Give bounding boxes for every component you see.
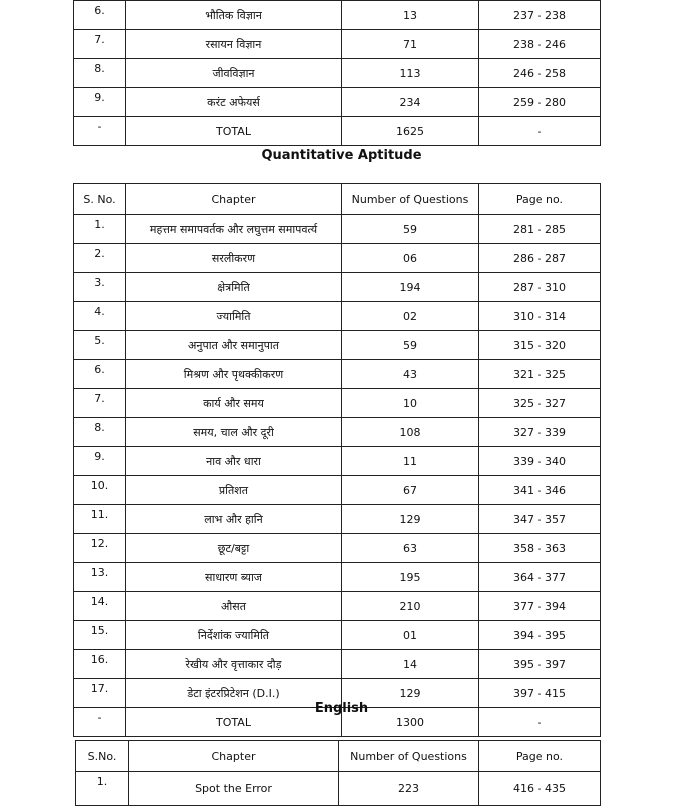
questions-cell: 59: [342, 331, 479, 360]
page-range-cell: 394 - 395: [479, 621, 601, 650]
serial-number-cell: 14.: [74, 592, 126, 621]
quant-table-body: [74, 215, 601, 737]
quant-table: [73, 183, 601, 737]
serial-number-cell: 6.: [74, 360, 126, 389]
chapter-cell: TOTAL: [126, 117, 342, 146]
questions-cell: 14: [342, 650, 479, 679]
page-range-cell: 287 - 310: [479, 273, 601, 302]
serial-number-cell: 11.: [74, 505, 126, 534]
chapter-cell: भौतिक विज्ञान: [126, 1, 342, 30]
questions-cell: 195: [342, 563, 479, 592]
questions-cell: 71: [342, 30, 479, 59]
chapter-cell: क्षेत्रमिति: [126, 273, 342, 302]
questions-cell: 06: [342, 244, 479, 273]
serial-number-cell: 7.: [74, 389, 126, 418]
page-range-cell: 281 - 285: [479, 215, 601, 244]
table-row: [74, 418, 601, 447]
chapter-cell: छूट/बट्टा: [126, 534, 342, 563]
chapter-cell: अनुपात और समानुपात: [126, 331, 342, 360]
page-range-cell: 347 - 357: [479, 505, 601, 534]
serial-number-cell: 15.: [74, 621, 126, 650]
header-chapter: Chapter: [129, 741, 339, 772]
table-row: [74, 302, 601, 331]
page-range-cell: 358 - 363: [479, 534, 601, 563]
page-range-cell: 310 - 314: [479, 302, 601, 331]
chapter-cell: सरलीकरण: [126, 244, 342, 273]
chapter-cell: डेटा इंटरप्रिटेशन (D.I.): [126, 679, 342, 708]
questions-cell: 10: [342, 389, 479, 418]
chapter-cell: करंट अफेयर्स: [126, 88, 342, 117]
table-row: [74, 476, 601, 505]
questions-cell: 108: [342, 418, 479, 447]
serial-number-cell: -: [74, 708, 126, 737]
page-range-cell: 341 - 346: [479, 476, 601, 505]
serial-number-cell: 17.: [74, 679, 126, 708]
page-range-cell: 395 - 397: [479, 650, 601, 679]
chapter-cell: कार्य और समय: [126, 389, 342, 418]
serial-number-cell: 8.: [74, 418, 126, 447]
science-table-body: [74, 1, 601, 146]
serial-number-cell: 13.: [74, 563, 126, 592]
questions-cell: 02: [342, 302, 479, 331]
table-row: [74, 592, 601, 621]
table-row: [74, 389, 601, 418]
serial-number-cell: 10.: [74, 476, 126, 505]
page-range-cell: 364 - 377: [479, 563, 601, 592]
table-row: [74, 650, 601, 679]
table-row: [74, 534, 601, 563]
page-range-cell: 246 - 258: [479, 59, 601, 88]
questions-cell: 43: [342, 360, 479, 389]
questions-cell: 210: [342, 592, 479, 621]
table-row: [74, 505, 601, 534]
chapter-cell: TOTAL: [126, 708, 342, 737]
serial-number-cell: 1.: [76, 772, 129, 806]
science-table: [73, 0, 601, 146]
chapter-cell: Spot the Error: [129, 772, 339, 806]
table-row: [74, 1, 601, 30]
serial-number-cell: 16.: [74, 650, 126, 679]
english-section-title: English: [314, 701, 369, 716]
page-range-cell: 377 - 394: [479, 592, 601, 621]
quant-header-row: [74, 184, 601, 215]
quant-section-title: Quantitative Aptitude: [261, 148, 422, 163]
table-row: [74, 30, 601, 59]
table-row: [74, 88, 601, 117]
header-questions: Number of Questions: [342, 184, 479, 215]
chapter-cell: औसत: [126, 592, 342, 621]
questions-cell: 113: [342, 59, 479, 88]
questions-cell: 223: [339, 772, 479, 806]
page-range-cell: 416 - 435: [479, 772, 601, 806]
page-range-cell: 259 - 280: [479, 88, 601, 117]
table-row: [74, 273, 601, 302]
questions-cell: 234: [342, 88, 479, 117]
english-table-body: [76, 772, 601, 806]
english-table: [75, 740, 601, 806]
page-range-cell: 237 - 238: [479, 1, 601, 30]
serial-number-cell: 3.: [74, 273, 126, 302]
page-range-cell: 286 - 287: [479, 244, 601, 273]
chapter-cell: रेखीय और वृत्ताकार दौड़: [126, 650, 342, 679]
header-chapter: Chapter: [126, 184, 342, 215]
page-range-cell: 321 - 325: [479, 360, 601, 389]
questions-cell: 1300: [342, 708, 479, 737]
questions-cell: 59: [342, 215, 479, 244]
chapter-cell: साधारण ब्याज: [126, 563, 342, 592]
chapter-cell: निर्देशांक ज्यामिति: [126, 621, 342, 650]
page-range-cell: -: [479, 708, 601, 737]
chapter-cell: प्रतिशत: [126, 476, 342, 505]
page-range-cell: -: [479, 117, 601, 146]
chapter-cell: ज्यामिति: [126, 302, 342, 331]
serial-number-cell: 8.: [74, 59, 126, 88]
header-questions: Number of Questions: [339, 741, 479, 772]
table-row: [74, 563, 601, 592]
english-header-row: [76, 741, 601, 772]
page-range-cell: 325 - 327: [479, 389, 601, 418]
page-range-cell: 238 - 246: [479, 30, 601, 59]
page-range-cell: 327 - 339: [479, 418, 601, 447]
serial-number-cell: 12.: [74, 534, 126, 563]
header-pages: Page no.: [479, 184, 601, 215]
table-row: [76, 772, 601, 806]
chapter-cell: रसायन विज्ञान: [126, 30, 342, 59]
table-row: [74, 360, 601, 389]
serial-number-cell: 6.: [74, 1, 126, 30]
serial-number-cell: 5.: [74, 331, 126, 360]
questions-cell: 1625: [342, 117, 479, 146]
table-row: [74, 59, 601, 88]
header-sno: S. No.: [74, 184, 126, 215]
table-row: [74, 447, 601, 476]
chapter-cell: समय, चाल और दूरी: [126, 418, 342, 447]
chapter-cell: मिश्रण और पृथक्कीकरण: [126, 360, 342, 389]
chapter-cell: लाभ और हानि: [126, 505, 342, 534]
table-row: [74, 244, 601, 273]
questions-cell: 01: [342, 621, 479, 650]
questions-cell: 129: [342, 679, 479, 708]
table-row: [74, 621, 601, 650]
questions-cell: 194: [342, 273, 479, 302]
chapter-cell: जीवविज्ञान: [126, 59, 342, 88]
page-range-cell: 315 - 320: [479, 331, 601, 360]
serial-number-cell: 4.: [74, 302, 126, 331]
table-row: [74, 331, 601, 360]
serial-number-cell: 1.: [74, 215, 126, 244]
questions-cell: 11: [342, 447, 479, 476]
serial-number-cell: 9.: [74, 88, 126, 117]
questions-cell: 67: [342, 476, 479, 505]
serial-number-cell: 9.: [74, 447, 126, 476]
header-sno: S.No.: [76, 741, 129, 772]
questions-cell: 63: [342, 534, 479, 563]
header-pages: Page no.: [479, 741, 601, 772]
table-row: [74, 215, 601, 244]
chapter-cell: नाव और धारा: [126, 447, 342, 476]
page-range-cell: 397 - 415: [479, 679, 601, 708]
serial-number-cell: -: [74, 117, 126, 146]
serial-number-cell: 2.: [74, 244, 126, 273]
questions-cell: 129: [342, 505, 479, 534]
page-range-cell: 339 - 340: [479, 447, 601, 476]
questions-cell: 13: [342, 1, 479, 30]
serial-number-cell: 7.: [74, 30, 126, 59]
table-row: [74, 117, 601, 146]
chapter-cell: महत्तम समापवर्तक और लघुत्तम समापवर्त्य: [126, 215, 342, 244]
